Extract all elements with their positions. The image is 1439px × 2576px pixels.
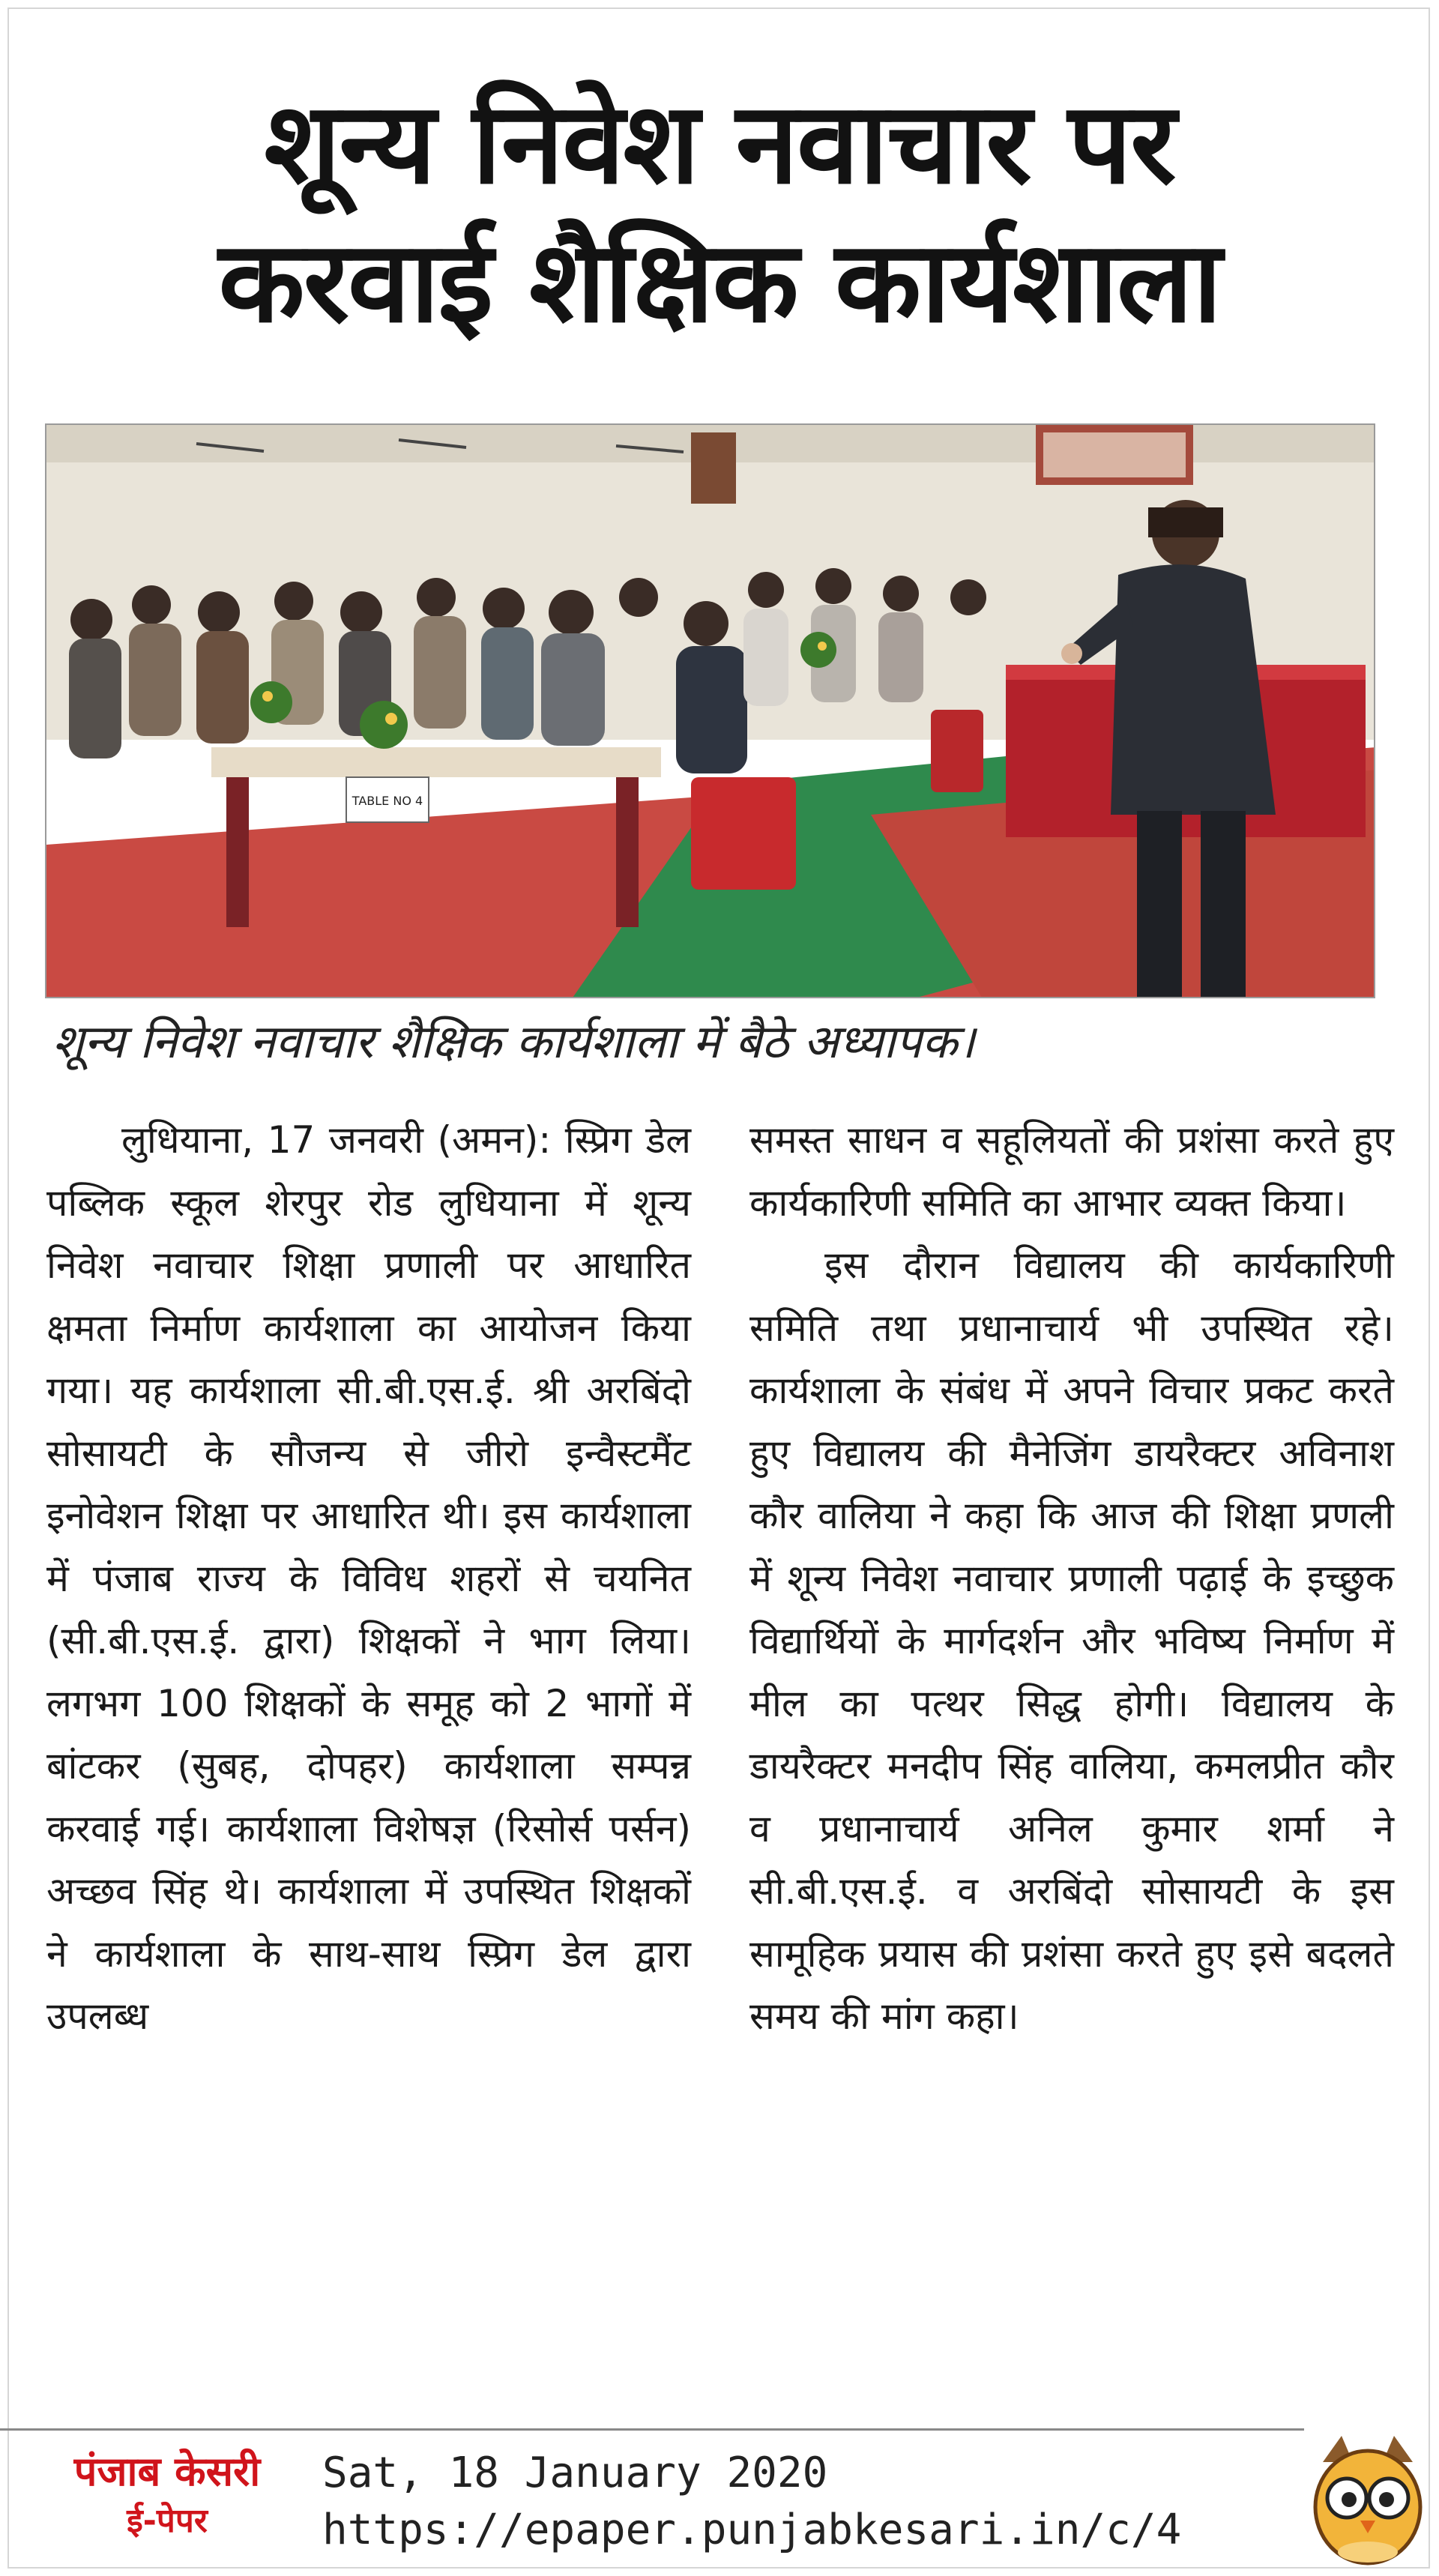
publication-date: Sat, 18 January 2020: [322, 2449, 828, 2497]
table-sign-text: TABLE NO 4: [352, 794, 423, 808]
source-url-link[interactable]: https://epaper.punjabkesari.in/c/4: [322, 2506, 1182, 2554]
brand-name: पंजाब केसरी: [73, 2448, 261, 2495]
paragraph: लुधियाना, 17 जनवरी (अमन): स्प्रिग डेल पब्लिक स्कूल शेरपुर रोड लुधियाना में शून्य निवेश नवाचार शिक्षा प्रणाली पर आधारित क्षमता निर्माण कार्यशाला का आयोजन किया गया। यह कार्यशाला सी.बी.एस.ई. श्री अरबिंदो सोसायटी के सौजन्य से जीरो इन्वैस्टमैंट इनोवेशन शिक्षा पर आधारित थी। इस कार्यशाला में पंजाब राज्य के विविध शहरों से चयनित (सी.बी.एस.ई. द्वारा) शिक्षकों ने भाग लिया। लगभग 100 शिक्षकों के समूह को 2 भागों में बांटकर (सुबह, दोपहर) कार्यशाला सम्पन्न करवाई गई। कार्यशाला विशेषज्ञ (रिसोर्स पर्सन) अच्छव सिंह थे। कार्यशाला में उपस्थित शिक्षकों ने कार्यशाला के साथ-साथ स्प्रिग डेल द्वारा उपलब्ध: [46, 1118, 691, 2038]
article-column-left: [46, 1109, 691, 2048]
headline-line-2: करवाई शैक्षिक कार्यशाला: [218, 217, 1221, 348]
classroom-photo-illustration: [46, 425, 1375, 998]
headline-line-1: शून्य निवेश नवाचार पर: [264, 79, 1175, 209]
paragraph: समस्त साधन व सहूलियतों की प्रशंसा करते हुए कार्यकारिणी समिति का आभार व्यक्त किया।: [749, 1118, 1394, 1225]
photo-caption: शून्य निवेश नवाचार शैक्षिक कार्यशाला में बैठे अध्यापक।: [52, 1014, 975, 1069]
brand-logo[interactable]: [43, 2445, 291, 2544]
article-photo: [45, 423, 1375, 998]
article-headline: [45, 75, 1394, 352]
paragraph: इस दौरान विद्यालय की कार्यकारिणी समिति तथा प्रधानाचार्य भी उपस्थित रहे। कार्यशाला के संबंध में अपने विचार प्रकट करते हुए विद्यालय की मैनेजिंग डायरैक्टर अविनाश कौर वालिया ने कहा कि आज की शिक्षा प्रणली में शून्य निवेश नवाचार प्रणाली पढ़ाई के इच्छुक विद्यार्थियों के मार्गदर्शन और भविष्य निर्माण में मील का पत्थर सिद्ध होगी। विद्यालय के डायरैक्टर मनदीप सिंह वालिया, कमलप्रीत कौर व प्रधानाचार्य अनिल कुमार शर्मा ने सी.बी.एस.ई. व अरबिंदो सोसायटी के इस सामूहिक प्रयास की प्रशंसा करते हुए इसे बदलते समय की मांग कहा।: [749, 1243, 1394, 2038]
brand-subtitle: ई-पेपर: [127, 2502, 208, 2540]
footer-divider: [0, 2428, 1304, 2431]
owl-mascot-icon: [1308, 2432, 1428, 2567]
article-column-right: [749, 1109, 1394, 2048]
footer-meta: [322, 2445, 1297, 2559]
